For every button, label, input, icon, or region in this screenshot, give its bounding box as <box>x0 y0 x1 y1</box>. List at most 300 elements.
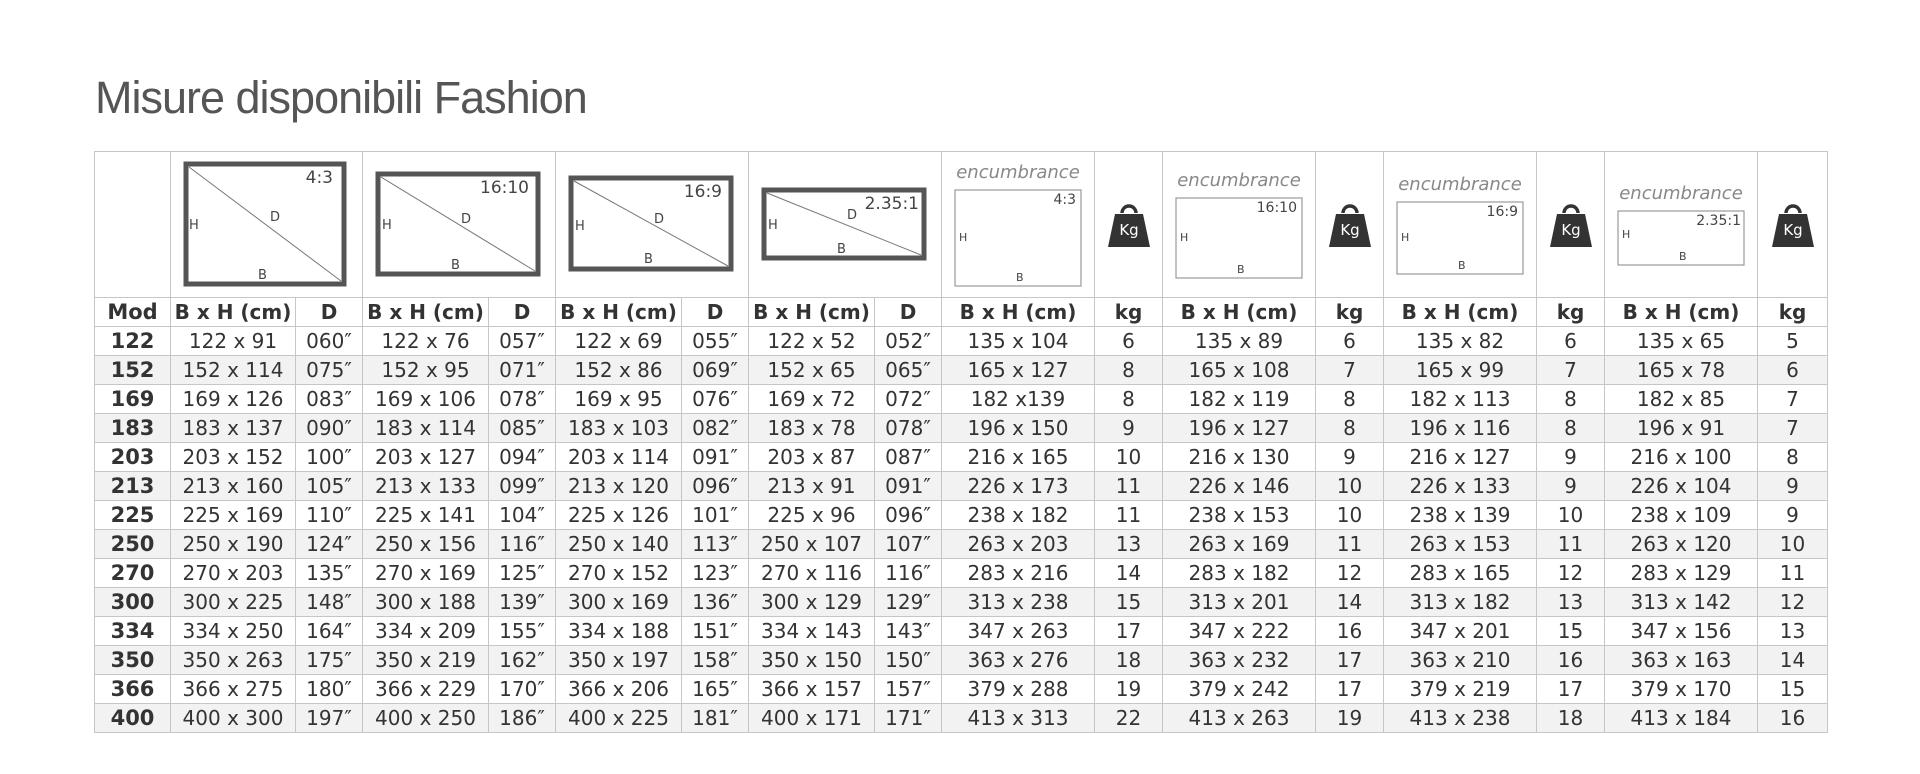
table-cell: 9 <box>1095 414 1163 443</box>
encumbrance-16-9-diagram <box>1384 152 1537 298</box>
table-cell: 124″ <box>296 530 363 559</box>
table-row <box>95 617 1828 646</box>
weight-icon <box>1770 202 1816 248</box>
table-cell: 14 <box>1758 646 1828 675</box>
table-cell: 347 x 201 <box>1384 617 1537 646</box>
table-cell: 225 x 141 <box>363 501 489 530</box>
table-cell: 055″ <box>682 327 749 356</box>
table-cell: 155″ <box>489 617 556 646</box>
table-cell: 17 <box>1316 646 1384 675</box>
column-header: B x H (cm) <box>749 298 875 327</box>
table-cell: 078″ <box>875 414 942 443</box>
table-cell: 250 x 107 <box>749 530 875 559</box>
table-cell: 19 <box>1095 675 1163 704</box>
table-cell: 135 x 89 <box>1163 327 1316 356</box>
h-label: H <box>575 218 585 234</box>
table-cell: 347 x 222 <box>1163 617 1316 646</box>
column-header: kg <box>1537 298 1605 327</box>
table-cell: 175″ <box>296 646 363 675</box>
table-cell: 216 x 100 <box>1605 443 1758 472</box>
b-label: B <box>837 241 846 257</box>
table-cell: 363 x 163 <box>1605 646 1758 675</box>
column-header: kg <box>1316 298 1384 327</box>
table-cell: 379 x 170 <box>1605 675 1758 704</box>
table-cell: 11 <box>1537 530 1605 559</box>
column-header: B x H (cm) <box>1163 298 1316 327</box>
b-label: B <box>1679 250 1687 263</box>
table-row <box>95 472 1828 501</box>
table-cell: 11 <box>1316 530 1384 559</box>
table-cell: 213 x 133 <box>363 472 489 501</box>
table-cell: 182 x139 <box>942 385 1095 414</box>
table-cell: 164″ <box>296 617 363 646</box>
column-header: B x H (cm) <box>1605 298 1758 327</box>
table-cell: 16 <box>1537 646 1605 675</box>
table-cell: 283 x 129 <box>1605 559 1758 588</box>
encumbrance-16-9-icon <box>1396 201 1524 275</box>
b-label: B <box>1237 263 1245 276</box>
table-cell: 9 <box>1537 472 1605 501</box>
d-label: D <box>847 207 858 223</box>
table-cell: 087″ <box>875 443 942 472</box>
table-cell: 16 <box>1758 704 1828 733</box>
table-cell: 238 x 182 <box>942 501 1095 530</box>
table-cell: 122 x 91 <box>171 327 296 356</box>
table-cell: 107″ <box>875 530 942 559</box>
encumbrance-label: encumbrance <box>1177 170 1301 191</box>
table-cell: 10 <box>1316 501 1384 530</box>
column-header: B x H (cm) <box>942 298 1095 327</box>
b-label: B <box>451 257 460 273</box>
table-cell: 091″ <box>875 472 942 501</box>
table-cell: 143″ <box>875 617 942 646</box>
table-cell: 152 x 65 <box>749 356 875 385</box>
ratio-label: 2.35:1 <box>864 193 919 214</box>
table-cell: 413 x 313 <box>942 704 1095 733</box>
table-cell: 171″ <box>875 704 942 733</box>
table-cell: 413 x 184 <box>1605 704 1758 733</box>
table-cell: 183 x 114 <box>363 414 489 443</box>
table-cell: 226 x 146 <box>1163 472 1316 501</box>
table-cell: 238 x 139 <box>1384 501 1537 530</box>
table-cell: 196 x 91 <box>1605 414 1758 443</box>
table-cell: 113″ <box>682 530 749 559</box>
table-cell: 152 x 86 <box>556 356 682 385</box>
table-cell: 16 <box>1316 617 1384 646</box>
table-cell: 085″ <box>489 414 556 443</box>
table-cell: 096″ <box>875 501 942 530</box>
table-cell: 5 <box>1758 327 1828 356</box>
table-cell: 165 x 127 <box>942 356 1095 385</box>
encumbrance-label: encumbrance <box>1619 183 1743 204</box>
table-cell: 350 x 197 <box>556 646 682 675</box>
table-cell: 270 x 169 <box>363 559 489 588</box>
table-cell: 104″ <box>489 501 556 530</box>
table-cell: 238 x 153 <box>1163 501 1316 530</box>
d-label: D <box>269 209 280 225</box>
table-cell: 283 x 216 <box>942 559 1095 588</box>
table-cell: 196 x 150 <box>942 414 1095 443</box>
table-cell: 216 x 165 <box>942 443 1095 472</box>
table-cell: 072″ <box>875 385 942 414</box>
table-cell: 183 x 78 <box>749 414 875 443</box>
table-cell: 283 x 165 <box>1384 559 1537 588</box>
table-cell: 165 x 99 <box>1384 356 1537 385</box>
table-cell: 400 x 250 <box>363 704 489 733</box>
h-label: H <box>959 231 968 244</box>
b-label: B <box>644 251 653 267</box>
table-cell: 10 <box>1316 472 1384 501</box>
table-cell: 300 x 225 <box>171 588 296 617</box>
model-cell: 169 <box>95 385 171 414</box>
table-cell: 300 x 129 <box>749 588 875 617</box>
encumbrance-label: encumbrance <box>956 162 1080 183</box>
encumbrance-2-35-diagram <box>1605 152 1758 298</box>
kg-label: Kg <box>1560 220 1581 239</box>
table-cell: 078″ <box>489 385 556 414</box>
table-cell: 313 x 142 <box>1605 588 1758 617</box>
encumbrance-2-35-icon <box>1617 210 1745 266</box>
table-cell: 13 <box>1095 530 1163 559</box>
table-cell: 075″ <box>296 356 363 385</box>
table-cell: 350 x 263 <box>171 646 296 675</box>
table-cell: 183 x 137 <box>171 414 296 443</box>
table-row <box>95 704 1828 733</box>
weight-cell-16-10 <box>1316 152 1384 298</box>
b-label: B <box>1458 259 1466 272</box>
column-header: D <box>489 298 556 327</box>
table-cell: 8 <box>1316 385 1384 414</box>
table-cell: 9 <box>1537 443 1605 472</box>
table-cell: 225 x 126 <box>556 501 682 530</box>
table-row <box>95 385 1828 414</box>
table-cell: 096″ <box>682 472 749 501</box>
table-cell: 15 <box>1537 617 1605 646</box>
table-cell: 182 x 113 <box>1384 385 1537 414</box>
model-cell: 400 <box>95 704 171 733</box>
table-cell: 165 x 78 <box>1605 356 1758 385</box>
table-cell: 7 <box>1758 414 1828 443</box>
table-cell: 170″ <box>489 675 556 704</box>
model-cell: 213 <box>95 472 171 501</box>
table-cell: 363 x 276 <box>942 646 1095 675</box>
table-cell: 129″ <box>875 588 942 617</box>
table-cell: 186″ <box>489 704 556 733</box>
table-cell: 313 x 201 <box>1163 588 1316 617</box>
model-cell: 366 <box>95 675 171 704</box>
table-cell: 250 x 190 <box>171 530 296 559</box>
table-cell: 379 x 288 <box>942 675 1095 704</box>
table-cell: 148″ <box>296 588 363 617</box>
table-cell: 313 x 182 <box>1384 588 1537 617</box>
column-header-mod: Mod <box>95 298 171 327</box>
table-cell: 283 x 182 <box>1163 559 1316 588</box>
table-cell: 169 x 95 <box>556 385 682 414</box>
table-cell: 334 x 250 <box>171 617 296 646</box>
page-title: Misure disponibili Fashion <box>95 72 587 123</box>
encumbrance-4-3-icon <box>954 189 1082 287</box>
column-header: B x H (cm) <box>363 298 489 327</box>
model-cell: 152 <box>95 356 171 385</box>
table-cell: 169 x 106 <box>363 385 489 414</box>
table-cell: 151″ <box>682 617 749 646</box>
table-cell: 071″ <box>489 356 556 385</box>
table-cell: 152 x 95 <box>363 356 489 385</box>
table-cell: 11 <box>1758 559 1828 588</box>
table-row <box>95 356 1828 385</box>
table-row <box>95 530 1828 559</box>
sizes-table <box>94 151 1828 733</box>
table-row <box>95 327 1828 356</box>
table-cell: 152 x 114 <box>171 356 296 385</box>
table-cell: 263 x 153 <box>1384 530 1537 559</box>
encumbrance-label: encumbrance <box>1398 174 1522 195</box>
table-cell: 400 x 171 <box>749 704 875 733</box>
table-cell: 216 x 127 <box>1384 443 1537 472</box>
table-cell: 203 x 127 <box>363 443 489 472</box>
screen-16-9-icon <box>568 175 736 275</box>
table-row <box>95 501 1828 530</box>
ratio-label: 16:9 <box>683 181 722 202</box>
table-cell: 203 x 114 <box>556 443 682 472</box>
ratio-label: 4:3 <box>305 167 333 188</box>
table-cell: 110″ <box>296 501 363 530</box>
table-cell: 083″ <box>296 385 363 414</box>
table-cell: 15 <box>1758 675 1828 704</box>
table-cell: 10 <box>1095 443 1163 472</box>
table-cell: 101″ <box>682 501 749 530</box>
model-cell: 334 <box>95 617 171 646</box>
table-cell: 400 x 300 <box>171 704 296 733</box>
table-cell: 052″ <box>875 327 942 356</box>
table-cell: 263 x 203 <box>942 530 1095 559</box>
model-cell: 350 <box>95 646 171 675</box>
table-cell: 313 x 238 <box>942 588 1095 617</box>
column-header: D <box>875 298 942 327</box>
table-cell: 094″ <box>489 443 556 472</box>
table-cell: 9 <box>1758 501 1828 530</box>
encumbrance-4-3-diagram <box>942 152 1095 298</box>
table-cell: 363 x 232 <box>1163 646 1316 675</box>
table-cell: 158″ <box>682 646 749 675</box>
table-cell: 22 <box>1095 704 1163 733</box>
table-cell: 082″ <box>682 414 749 443</box>
table-cell: 8 <box>1095 356 1163 385</box>
model-cell: 203 <box>95 443 171 472</box>
column-header: D <box>296 298 363 327</box>
weight-icon <box>1327 202 1373 248</box>
table-cell: 12 <box>1316 559 1384 588</box>
table-cell: 18 <box>1537 704 1605 733</box>
table-cell: 122 x 52 <box>749 327 875 356</box>
diagram-row <box>95 152 1828 298</box>
table-cell: 065″ <box>875 356 942 385</box>
table-cell: 099″ <box>489 472 556 501</box>
table-cell: 8 <box>1758 443 1828 472</box>
table-cell: 181″ <box>682 704 749 733</box>
table-row <box>95 443 1828 472</box>
table-cell: 069″ <box>682 356 749 385</box>
table-cell: 216 x 130 <box>1163 443 1316 472</box>
table-cell: 182 x 119 <box>1163 385 1316 414</box>
table-cell: 157″ <box>875 675 942 704</box>
table-cell: 213 x 160 <box>171 472 296 501</box>
table-cell: 366 x 229 <box>363 675 489 704</box>
table-cell: 139″ <box>489 588 556 617</box>
table-cell: 8 <box>1316 414 1384 443</box>
table-cell: 14 <box>1316 588 1384 617</box>
table-cell: 196 x 127 <box>1163 414 1316 443</box>
weight-cell-2-35 <box>1758 152 1828 298</box>
table-cell: 270 x 116 <box>749 559 875 588</box>
table-cell: 165 x 108 <box>1163 356 1316 385</box>
table-cell: 366 x 157 <box>749 675 875 704</box>
table-cell: 334 x 143 <box>749 617 875 646</box>
table-cell: 9 <box>1758 472 1828 501</box>
table-cell: 123″ <box>682 559 749 588</box>
table-cell: 169 x 126 <box>171 385 296 414</box>
column-header: D <box>682 298 749 327</box>
ratio-label: 16:9 <box>1486 204 1518 220</box>
table-cell: 363 x 210 <box>1384 646 1537 675</box>
table-cell: 225 x 169 <box>171 501 296 530</box>
table-cell: 379 x 242 <box>1163 675 1316 704</box>
model-cell: 225 <box>95 501 171 530</box>
model-cell: 300 <box>95 588 171 617</box>
table-row <box>95 646 1828 675</box>
table-cell: 135 x 104 <box>942 327 1095 356</box>
table-cell: 8 <box>1537 385 1605 414</box>
table-cell: 8 <box>1095 385 1163 414</box>
table-cell: 7 <box>1758 385 1828 414</box>
table-cell: 18 <box>1095 646 1163 675</box>
table-cell: 135 x 65 <box>1605 327 1758 356</box>
table-cell: 136″ <box>682 588 749 617</box>
encumbrance-16-10-diagram <box>1163 152 1316 298</box>
table-cell: 6 <box>1316 327 1384 356</box>
table-cell: 182 x 85 <box>1605 385 1758 414</box>
table-cell: 238 x 109 <box>1605 501 1758 530</box>
table-cell: 347 x 156 <box>1605 617 1758 646</box>
model-cell: 183 <box>95 414 171 443</box>
kg-label: Kg <box>1118 220 1139 239</box>
table-cell: 11 <box>1095 472 1163 501</box>
table-cell: 135 x 82 <box>1384 327 1537 356</box>
table-cell: 122 x 76 <box>363 327 489 356</box>
table-cell: 350 x 219 <box>363 646 489 675</box>
table-cell: 180″ <box>296 675 363 704</box>
table-cell: 203 x 87 <box>749 443 875 472</box>
table-cell: 413 x 238 <box>1384 704 1537 733</box>
screen-4-3-diagram <box>171 152 363 298</box>
table-cell: 270 x 203 <box>171 559 296 588</box>
screen-2-35-icon <box>761 187 929 263</box>
ratio-label: 16:10 <box>480 177 529 198</box>
table-cell: 225 x 96 <box>749 501 875 530</box>
table-cell: 100″ <box>296 443 363 472</box>
table-cell: 169 x 72 <box>749 385 875 414</box>
table-cell: 17 <box>1537 675 1605 704</box>
table-cell: 379 x 219 <box>1384 675 1537 704</box>
table-row <box>95 559 1828 588</box>
table-row <box>95 675 1828 704</box>
weight-icon <box>1548 202 1594 248</box>
table-cell: 105″ <box>296 472 363 501</box>
screen-16-10-icon <box>375 171 543 279</box>
d-label: D <box>654 211 665 227</box>
table-cell: 7 <box>1537 356 1605 385</box>
table-cell: 270 x 152 <box>556 559 682 588</box>
table-cell: 10 <box>1758 530 1828 559</box>
table-cell: 116″ <box>875 559 942 588</box>
table-cell: 300 x 188 <box>363 588 489 617</box>
table-cell: 11 <box>1095 501 1163 530</box>
table-cell: 135″ <box>296 559 363 588</box>
screen-16-9-diagram <box>556 152 749 298</box>
table-cell: 125″ <box>489 559 556 588</box>
table-cell: 10 <box>1537 501 1605 530</box>
table-cell: 400 x 225 <box>556 704 682 733</box>
table-row <box>95 414 1828 443</box>
table-cell: 250 x 156 <box>363 530 489 559</box>
table-cell: 334 x 188 <box>556 617 682 646</box>
table-cell: 183 x 103 <box>556 414 682 443</box>
encumbrance-16-10-icon <box>1175 197 1303 279</box>
table-cell: 366 x 275 <box>171 675 296 704</box>
table-cell: 8 <box>1537 414 1605 443</box>
table-cell: 6 <box>1095 327 1163 356</box>
column-header: B x H (cm) <box>556 298 682 327</box>
table-cell: 203 x 152 <box>171 443 296 472</box>
column-header: B x H (cm) <box>171 298 296 327</box>
model-cell: 270 <box>95 559 171 588</box>
b-label: B <box>1016 271 1024 284</box>
table-cell: 17 <box>1095 617 1163 646</box>
table-cell: 366 x 206 <box>556 675 682 704</box>
h-label: H <box>382 217 392 233</box>
table-cell: 263 x 120 <box>1605 530 1758 559</box>
table-cell: 19 <box>1316 704 1384 733</box>
table-cell: 263 x 169 <box>1163 530 1316 559</box>
table-cell: 197″ <box>296 704 363 733</box>
table-cell: 226 x 173 <box>942 472 1095 501</box>
table-cell: 213 x 91 <box>749 472 875 501</box>
table-cell: 091″ <box>682 443 749 472</box>
table-row <box>95 588 1828 617</box>
table-cell: 334 x 209 <box>363 617 489 646</box>
table-cell: 150″ <box>875 646 942 675</box>
table-cell: 6 <box>1758 356 1828 385</box>
table-cell: 13 <box>1758 617 1828 646</box>
kg-label: Kg <box>1339 220 1360 239</box>
table-cell: 7 <box>1316 356 1384 385</box>
model-cell: 250 <box>95 530 171 559</box>
ratio-label: 4:3 <box>1053 192 1076 208</box>
weight-cell-16-9 <box>1537 152 1605 298</box>
table-cell: 226 x 104 <box>1605 472 1758 501</box>
model-cell: 122 <box>95 327 171 356</box>
h-label: H <box>768 217 778 233</box>
table-cell: 060″ <box>296 327 363 356</box>
table-cell: 196 x 116 <box>1384 414 1537 443</box>
table-cell: 17 <box>1316 675 1384 704</box>
table-cell: 12 <box>1537 559 1605 588</box>
table-cell: 14 <box>1095 559 1163 588</box>
table-cell: 6 <box>1537 327 1605 356</box>
weight-cell-4-3 <box>1095 152 1163 298</box>
d-label: D <box>461 211 472 227</box>
screen-16-10-diagram <box>363 152 556 298</box>
